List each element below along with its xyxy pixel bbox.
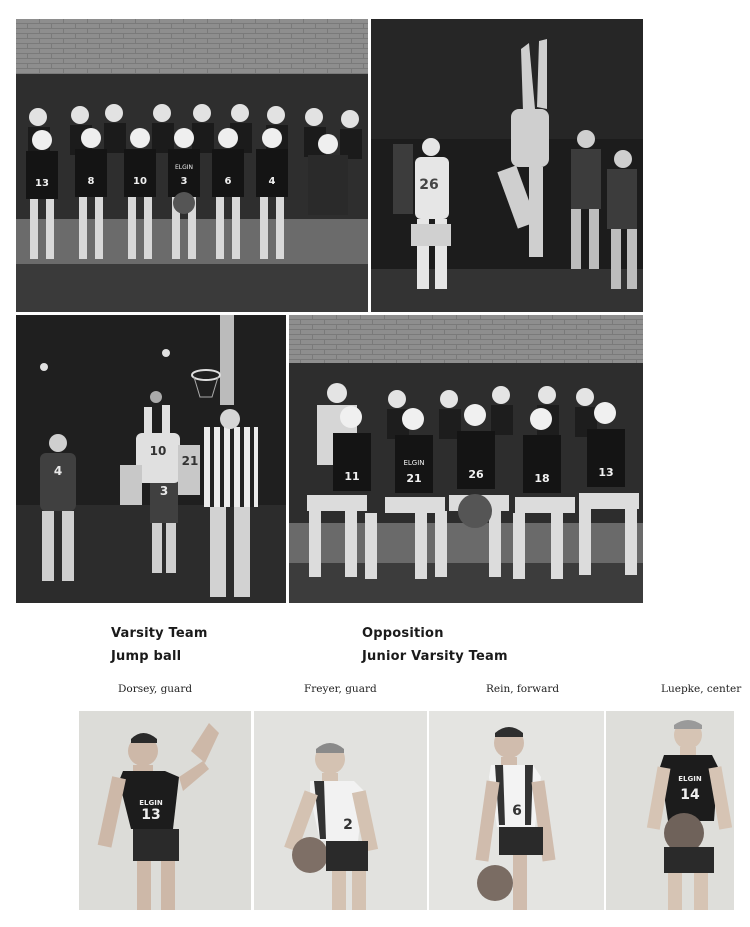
jersey-number: 4 [268,176,276,187]
jersey-lettering: ELGIN [139,799,163,807]
jersey-lettering: ELGIN [403,459,425,467]
jersey-number: 6 [512,803,522,819]
caption-jump-ball: Jump ball [111,649,182,664]
player-name-freyer: Freyer, guard [304,683,377,695]
jump-ball-photo [16,315,286,603]
jersey-number: 14 [680,787,700,803]
player-name-luepke: Luepke, center [661,683,742,695]
jersey-number: 10 [149,444,167,458]
jersey-number: 3 [180,176,188,187]
jersey-number: 18 [534,472,550,485]
caption-opposition: Opposition [362,626,444,641]
caption-junior-varsity: Junior Varsity Team [362,649,508,664]
varsity-team-photo [16,19,368,312]
jersey-number: 21 [406,472,422,485]
opposition-photo [371,19,643,312]
jersey-number: 13 [141,807,161,823]
jersey-number: 6 [224,176,232,187]
jersey-number: 10 [133,176,147,187]
player-name-dorsey: Dorsey, guard [118,683,193,695]
jersey-number: 8 [87,176,95,187]
caption-varsity-team: Varsity Team [111,626,208,641]
player-name-rein: Rein, forward [486,683,560,695]
player-photo-dorsey [79,711,251,910]
player-photo-freyer [254,711,427,910]
jersey-number: 26 [419,177,439,193]
jersey-number: 11 [344,470,360,483]
junior-varsity-photo [289,315,643,603]
player-photo-rein [429,711,604,910]
jersey-number: 13 [598,466,614,479]
jersey-number: 2 [343,817,353,833]
player-photo-luepke [606,711,734,910]
jersey-lettering: ELGIN [174,164,194,171]
jersey-lettering: ELGIN [678,775,702,783]
jersey-number: 21 [181,454,199,468]
jersey-number: 26 [468,468,484,481]
jersey-number: 4 [53,464,63,478]
jersey-number: 3 [159,484,169,498]
jersey-number: 13 [35,178,49,189]
